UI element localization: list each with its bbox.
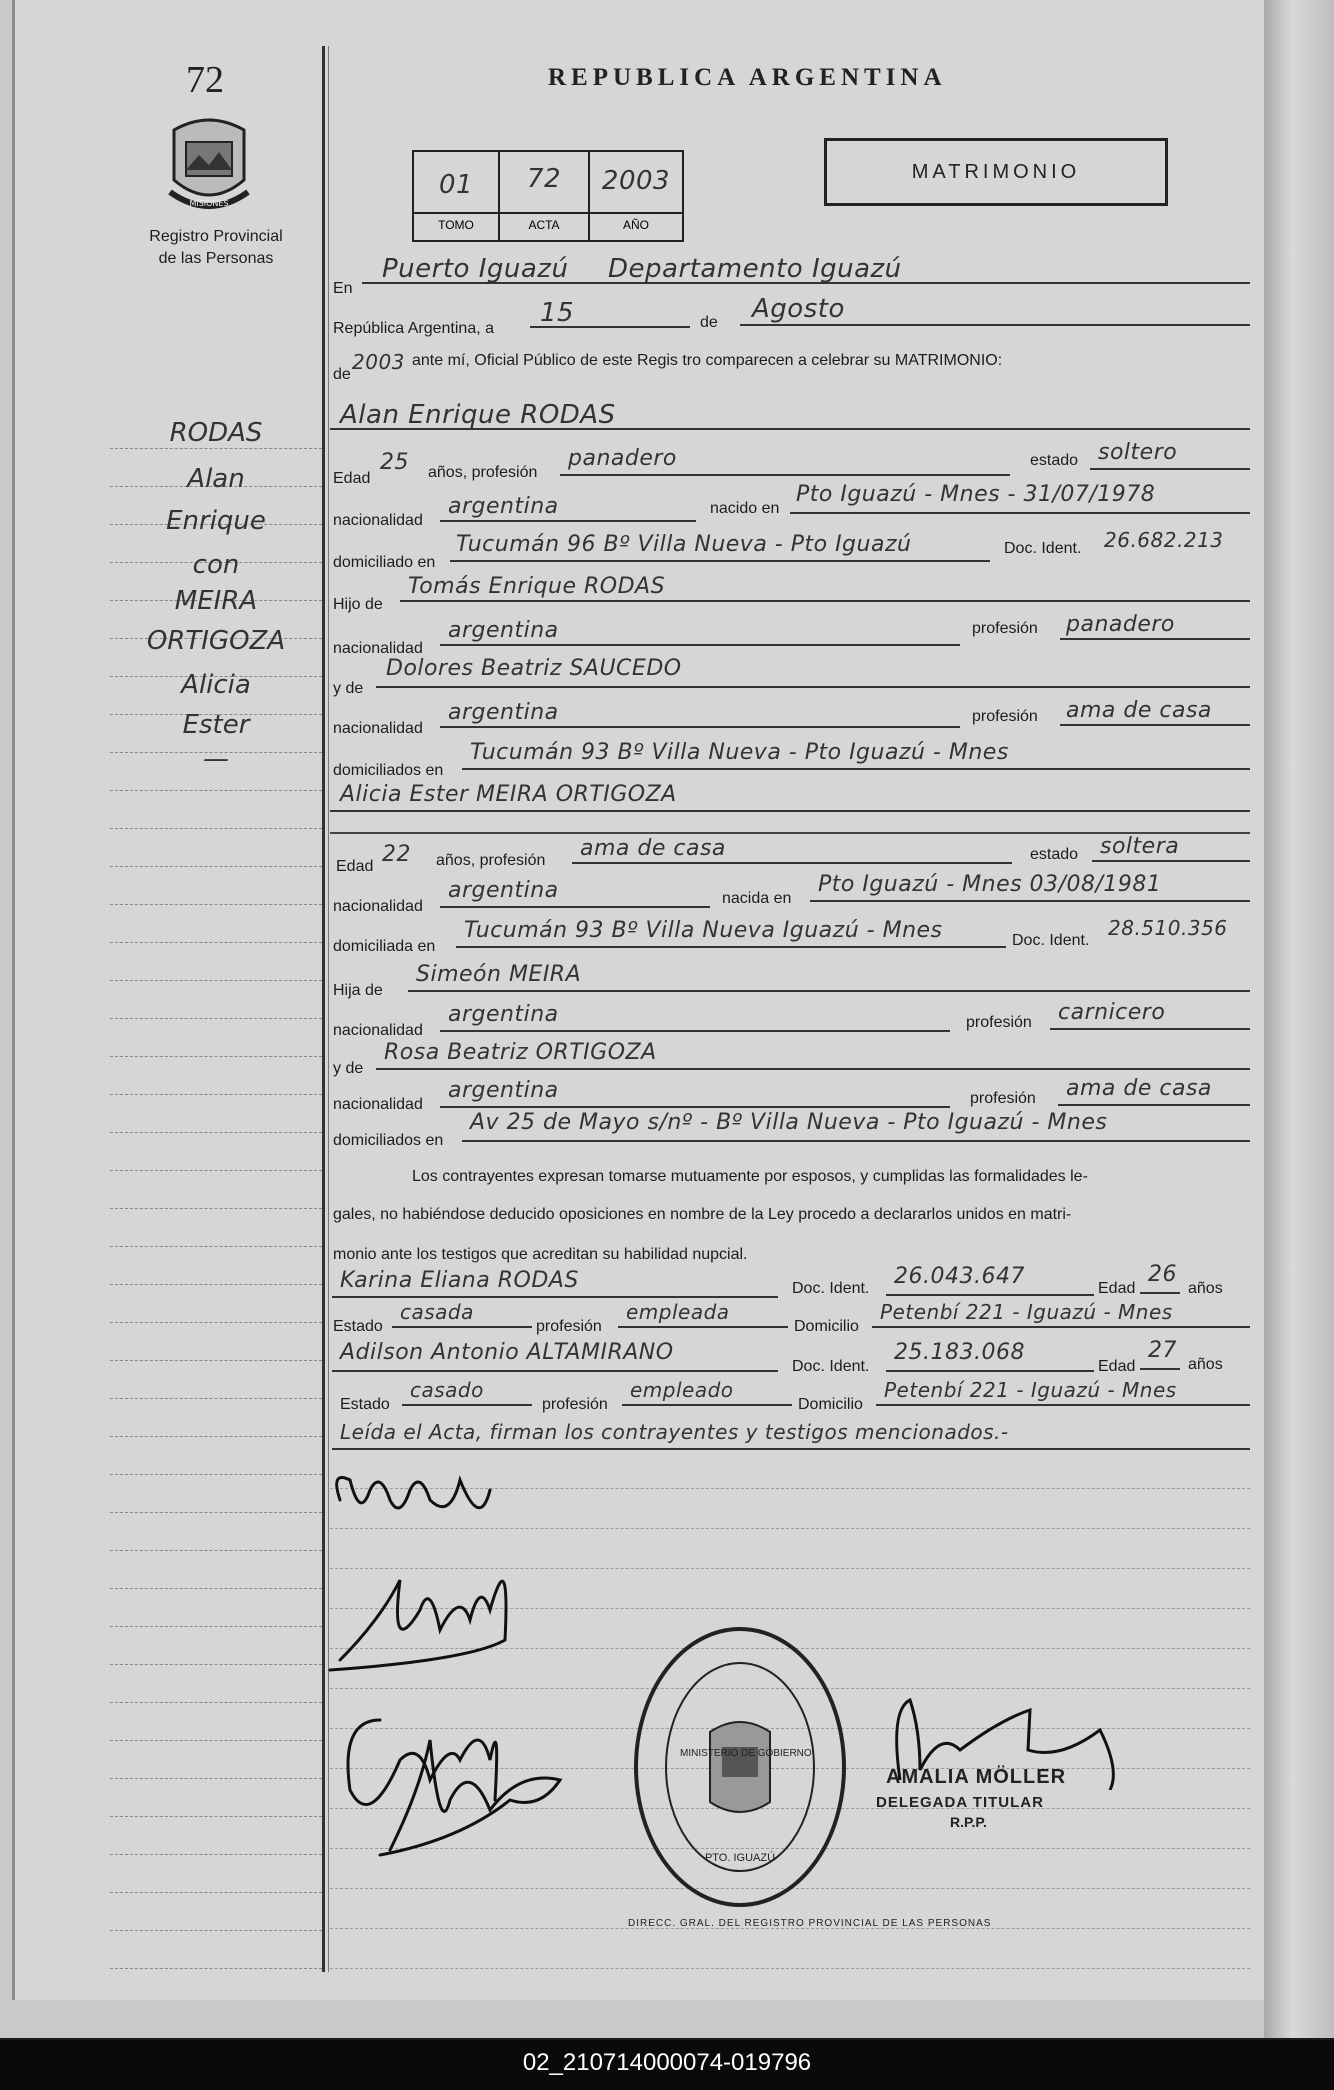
- bride-profession: ama de casa: [580, 836, 726, 861]
- witness1-doc: 26.043.647: [894, 1264, 1025, 1289]
- margin-name-9: —: [203, 744, 229, 774]
- acta-value: 72: [526, 164, 562, 194]
- groom-birth: Pto Iguazú - Mnes - 31/07/1978: [796, 482, 1156, 507]
- groom-nationality: argentina: [448, 494, 559, 519]
- place-department: Departamento Iguazú: [608, 254, 902, 284]
- bride-doc: 28.510.356: [1108, 916, 1228, 940]
- witness1-domicilio: Petenbí 221 - Iguazú - Mnes: [880, 1300, 1173, 1324]
- tomo-value: 01: [438, 170, 474, 200]
- groom-father-profession: panadero: [1066, 612, 1175, 637]
- scan-id-footer: 02_210714000074-019796: [0, 2040, 1334, 2090]
- official-stamp-icon: [630, 1622, 850, 1912]
- groom-father: Tomás Enrique RODAS: [408, 574, 666, 599]
- margin-name-1: RODAS: [169, 418, 263, 448]
- statement-line2: gales, no habiéndose deducido oposiciones en nombre de la Ley procedo a declararlos unidos en matri-: [333, 1206, 1072, 1223]
- bride-address: Tucumán 93 Bº Villa Nueva Iguazú - Mnes: [464, 918, 943, 943]
- witness1-age: 26: [1148, 1262, 1177, 1287]
- bride-father-profession: carnicero: [1058, 1000, 1166, 1025]
- bride-age: 22: [382, 842, 411, 867]
- record-type-box: [824, 138, 1168, 206]
- signature-1: [337, 1478, 490, 1509]
- bride-nationality: argentina: [448, 878, 559, 903]
- witness2-age: 27: [1148, 1338, 1177, 1363]
- date-day: 15: [540, 298, 575, 328]
- groom-father-nationality: argentina: [448, 618, 559, 643]
- country-title: REPUBLICA ARGENTINA: [548, 64, 947, 91]
- appearance-text: ante mí, Oficial Público de este Regis tro comparecen a celebrar su MATRIMONIO:: [412, 352, 1003, 369]
- witness2-name: Adilson Antonio ALTAMIRANO: [340, 1340, 674, 1365]
- tomo-label: TOMO: [438, 218, 474, 232]
- bride-mother-profession: ama de casa: [1066, 1076, 1212, 1101]
- bride-name: Alicia Ester MEIRA ORTIGOZA: [340, 782, 677, 807]
- statement-line1: Los contrayentes expresan tomarse mutuamente por esposos, y cumplidas las formalidades le-: [412, 1168, 1088, 1185]
- witness1-profession: empleada: [626, 1300, 730, 1324]
- margin-name-8: Ester: [182, 710, 250, 740]
- groom-mother-nationality: argentina: [448, 700, 559, 725]
- witness2-profession: empleado: [630, 1378, 734, 1402]
- registry-line2: de las Personas: [158, 250, 274, 267]
- groom-mother: Dolores Beatriz SAUCEDO: [386, 656, 682, 681]
- date-year: 2003: [352, 350, 405, 374]
- bride-mother: Rosa Beatriz ORTIGOZA: [384, 1040, 657, 1065]
- bride-parents-address: Av 25 de Mayo s/nº - Bº Villa Nueva - Pto Iguazú - Mnes: [470, 1110, 1108, 1135]
- book-binding: [1264, 0, 1334, 2038]
- stamp-text: DIRECC. GRAL. DEL REGISTRO PROVINCIAL DE LAS PERSONAS: [628, 1918, 992, 1929]
- acta-label: ACTA: [528, 218, 560, 232]
- stamp-inner: MINISTERIO DE GOBIERNO: [680, 1748, 812, 1759]
- closing-text: Leída el Acta, firman los contrayentes y testigos mencionados.-: [340, 1420, 1009, 1444]
- record-numbers-box: [412, 150, 684, 242]
- official-sub: R.P.P.: [950, 1814, 987, 1830]
- signature-3: [348, 1720, 497, 1805]
- registry-line1: Registro Provincial: [149, 228, 283, 245]
- margin-name-4: con: [192, 550, 240, 580]
- bride-estado: soltera: [1100, 834, 1180, 859]
- date-month: Agosto: [752, 294, 845, 324]
- groom-profession: panadero: [568, 446, 677, 471]
- signatures-drawing: [320, 1460, 600, 1860]
- statement-line3: monio ante los testigos que acreditan su habilidad nupcial.: [333, 1246, 748, 1263]
- signature-4: [380, 1740, 560, 1855]
- witness2-doc: 25.183.068: [894, 1340, 1025, 1365]
- bride-father-nationality: argentina: [448, 1002, 559, 1027]
- ano-label: AÑO: [622, 218, 649, 232]
- groom-age: 25: [380, 450, 409, 475]
- stamp-bottom: PTO. IGUAZÚ: [704, 1852, 776, 1864]
- provincial-seal-icon: [164, 110, 254, 215]
- witness2-estado: casado: [410, 1378, 484, 1402]
- official-title: DELEGADA TITULAR: [876, 1794, 1044, 1811]
- svg-text:MISIONES: MISIONES: [189, 199, 229, 208]
- bride-father: Simeón MEIRA: [416, 962, 582, 987]
- groom-address: Tucumán 96 Bº Villa Nueva - Pto Iguazú: [456, 532, 912, 557]
- document-page: 72 MISIONES Registro Provincial de las Personas REPUBLICA ARGENTINA MATRIMONIO 01 72 2003 TOMO ACTA AÑO RODAS Alan Enrique con MEIRA ORTIGOZA Alicia Ester — En Puerto Iguazú Departamento Iguazú República Argentina, a 15 de Agosto de 2003 ante mí, Oficial Público de este Regis tro comparecen a celebrar su MATRIMONIO: Alan Enrique RODAS Edad 25 años, profesión panadero estado soltero nacionalidad argentina nacido en Pto Iguazú - Mnes - 31/07/1978 domiciliado en Tucumán 96 Bº Villa Nueva - Pto Iguazú Doc. Ident. 26.682.213 Hijo de Tomás Enrique RODAS nacionalidad argentina profesión panadero y de Dolores Beatriz SAUCEDO nacionalidad argentina profesión ama de casa domiciliados en Tucumán 93 Bº Villa Nueva - Pto Iguazú - Mnes Alicia Ester MEIRA ORTIGOZA Edad 22 años, profesión ama de casa estado soltera nacionalidad argentina nacida en Pto Iguazú - Mnes 03/08/1981 domiciliada en Tucumán 93 Bº Villa Nueva Iguazú - Mnes Doc. Ident. 28.510.356 Hija de Simeón MEIRA nacionalidad argentina profesión carnicero y de Rosa Beatriz ORTIGOZA nacionalidad argentina profesión ama de casa domiciliados en Av 25 de Mayo s/nº - Bº Villa Nueva - Pto Iguazú - Mnes Los contrayentes expresan tomarse mutuamente por esposos, y cumplidas las formalidades le- gales, no habiéndose deducido oposiciones en nombre de la Ley procedo a declararlos unidos en matri- monio ante los testigos que acreditan su habilidad nupcial. Karina Eliana RODAS Doc. Ident. 26.043.647 Edad 26 años Estado casada profesión empleada Domicilio Petenbí 221 - Iguazú - Mnes Adilson Antonio ALTAMIRANO Doc. Ident. 25.183.068 Edad 27 años Estado casado profesión empleado Domicilio Petenbí 221 - Iguazú - Mnes Leída el Acta, firman los contrayentes y testigos mencionados.- DIRECC. GRAL. DEL REGISTRO PROVINCIAL DE LAS PERSONAS MINISTERIO DE GOBIERNO PTO. IGUAZÚ AMALIA MÖLLER DELEGADA TITULAR R.P.P.: [0, 0, 1334, 2038]
- official-name: AMALIA MÖLLER: [886, 1766, 1067, 1788]
- margin-name-5: MEIRA: [174, 586, 258, 616]
- groom-name: Alan Enrique RODAS: [340, 400, 616, 430]
- groom-doc: 26.682.213: [1104, 528, 1224, 552]
- margin-name-6: ORTIGOZA: [146, 626, 286, 656]
- margin-name-7: Alicia: [181, 670, 251, 700]
- margin-name-2: Alan: [187, 464, 245, 494]
- witness2-domicilio: Petenbí 221 - Iguazú - Mnes: [884, 1378, 1177, 1402]
- place-city: Puerto Iguazú: [382, 254, 569, 284]
- groom-parents-address: Tucumán 93 Bº Villa Nueva - Pto Iguazú - Mnes: [470, 740, 1009, 765]
- bride-mother-nationality: argentina: [448, 1078, 559, 1103]
- bride-birth: Pto Iguazú - Mnes 03/08/1981: [818, 872, 1162, 897]
- groom-estado: soltero: [1098, 440, 1178, 465]
- groom-mother-profession: ama de casa: [1066, 698, 1212, 723]
- ano-value: 2003: [601, 166, 671, 196]
- margin-name-3: Enrique: [166, 506, 266, 536]
- page-number: 72: [186, 59, 224, 101]
- witness1-name: Karina Eliana RODAS: [340, 1268, 579, 1293]
- record-type: MATRIMONIO: [911, 161, 1081, 183]
- signature-2: [330, 1580, 506, 1670]
- witness1-estado: casada: [400, 1300, 474, 1324]
